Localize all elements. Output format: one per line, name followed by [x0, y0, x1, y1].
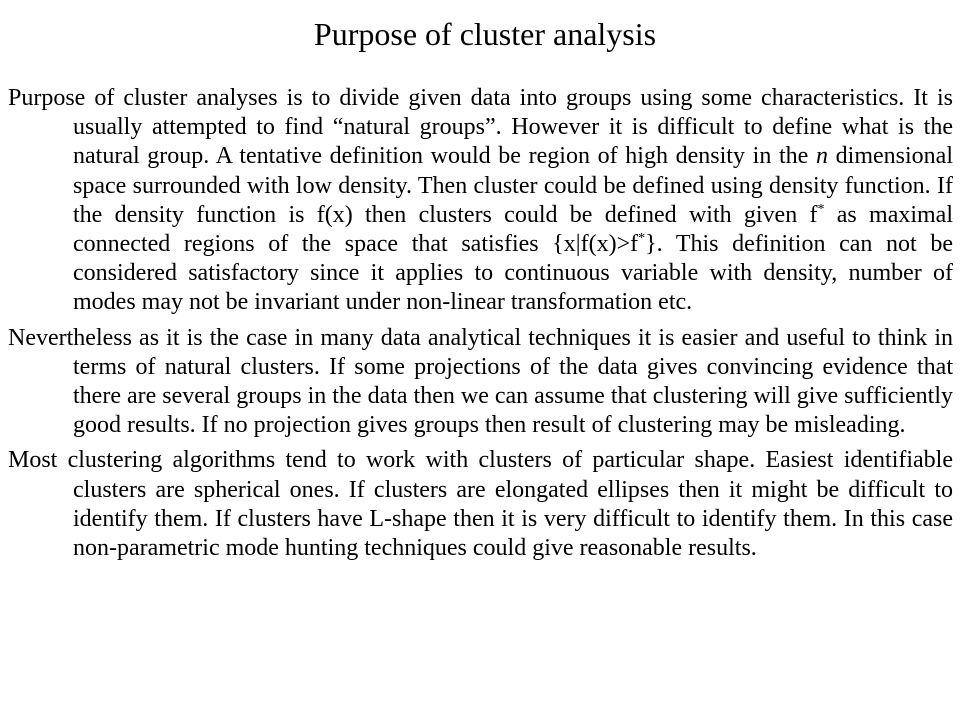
paragraph-definition-text-c: as maximal connected regions of the space that satisfies {x|f(x)>f — [73, 201, 954, 258]
paragraph-definition-text-b: dimensional space surrounded with low density. Then cluster could be defined using density function. If the density function is f(x) then clusters could be defined with given f — [73, 143, 953, 228]
superscript-star: * — [638, 231, 646, 247]
slide-body — [8, 84, 953, 569]
paragraph-definition-italic-n: n — [816, 143, 828, 170]
paragraph-definition-text-a: Purpose of cluster analyses is to divide given data into groups using some characteristics. It is usually attempted to find “natural groups”. However it is difficult to define what is the natural group. A tentative definition would be region of high density in the — [8, 85, 953, 170]
paragraph-cluster-shapes: Most clustering algorithms tend to work with clusters of particular shape. Easiest identifiable clusters are spherical ones. If clusters are elongated ellipses then it might be difficult to identify them. If clusters have L-shape then it is very difficult to identify them. In this case non-parametric mode hunting techniques could give reasonable results. — [8, 447, 953, 562]
paragraph-definition — [8, 84, 953, 318]
paragraph-definition-text-d: }. This definition can not be considered satisfactory since it applies to continuous variable with density, number of modes may not be invariant under non-linear transformation etc. — [73, 231, 953, 316]
superscript-star: * — [817, 201, 825, 217]
paragraph-natural-clusters: Nevertheless as it is the case in many data analytical techniques it is easier and useful to think in terms of natural clusters. If some projections of the data gives convincing evidence that there are several groups in the data then we can assume that clustering will give sufficiently good results. If no projection gives groups then result of clustering may be misleading. — [8, 324, 953, 439]
slide-title: Purpose of cluster analysis — [313, 16, 657, 52]
